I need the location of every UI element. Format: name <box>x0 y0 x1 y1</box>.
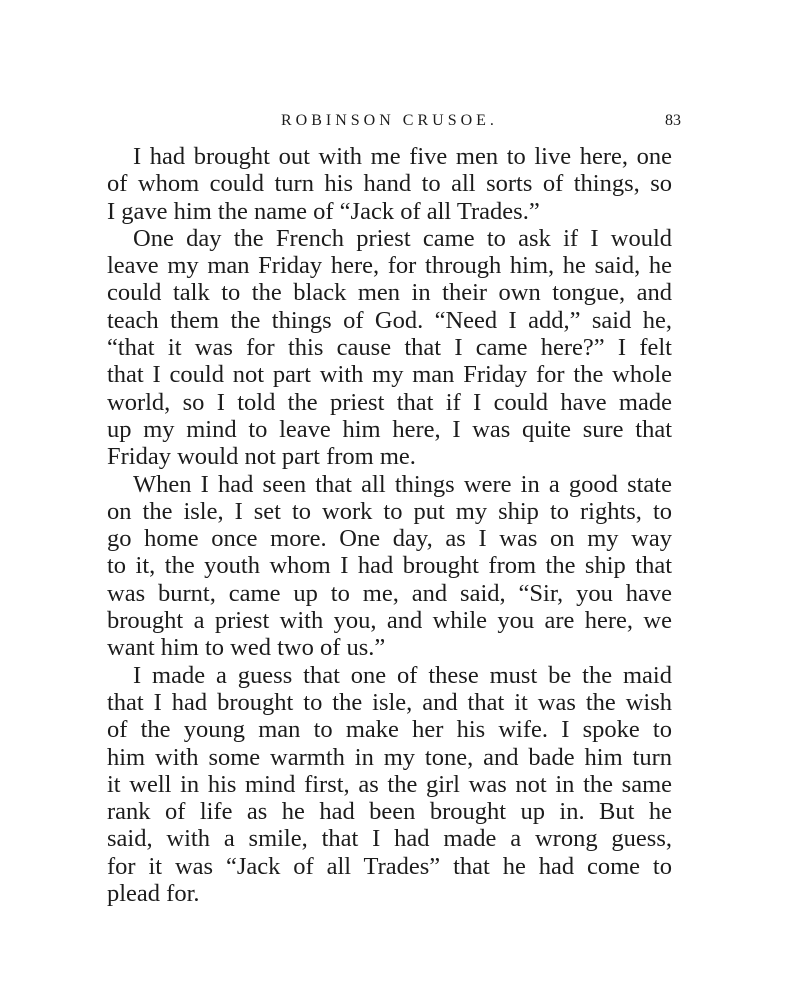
running-title: ROBINSON CRUSOE. <box>281 112 498 129</box>
text-line: it well in his mind first, as the girl was not in the same <box>107 770 672 798</box>
text-line: I made a guess that one of these must be the maid <box>133 661 672 689</box>
text-line: to it, the youth whom I had brought from the ship that <box>107 552 672 580</box>
text-line: could talk to the black men in their own tongue, and <box>107 279 672 307</box>
text-line: leave my man Friday here, for through him, he said, he <box>107 252 672 280</box>
text-line: world, so I told the priest that if I could have made <box>107 388 672 416</box>
text-line: on the isle, I set to work to put my ship to rights, to <box>107 497 672 525</box>
text-line: for it was “Jack of all Trades” that he had come to <box>107 852 672 880</box>
running-head <box>0 112 793 136</box>
text-line: want him to wed two of us.” <box>107 634 386 662</box>
text-line: of the young man to make her his wife. I spoke to <box>107 716 672 744</box>
text-line: I gave him the name of “Jack of all Trades.” <box>107 197 540 225</box>
text-line: plead for. <box>107 880 200 908</box>
text-line: that I had brought to the isle, and that it was the wish <box>107 688 672 716</box>
text-line: rank of life as he had been brought up in. But he <box>107 798 672 826</box>
text-line: said, with a smile, that I had made a wrong guess, <box>107 825 672 853</box>
text-line: One day the French priest came to ask if I would <box>133 224 672 252</box>
text-line: Friday would not part from me. <box>107 443 416 471</box>
text-line: “that it was for this cause that I came here?” I felt <box>107 334 672 362</box>
text-line: I had brought out with me five men to live here, one <box>133 143 672 170</box>
text-line: up my mind to leave him here, I was quite sure that <box>107 415 672 443</box>
text-line: that I could not part with my man Friday for the whole <box>107 361 672 389</box>
text-line: him with some warmth in my tone, and bade him turn <box>107 743 672 771</box>
text-line: was burnt, came up to me, and said, “Sir, you have <box>107 579 672 607</box>
text-line: of whom could turn his hand to all sorts of things, so <box>107 170 672 198</box>
text-line: brought a priest with you, and while you are here, we <box>107 607 672 635</box>
text-line: teach them the things of God. “Need I add,” said he, <box>107 306 672 334</box>
text-line: go home once more. One day, as I was on my way <box>107 525 672 553</box>
page-number: 83 <box>665 112 681 129</box>
body-text <box>107 143 672 907</box>
text-line: When I had seen that all things were in a good state <box>133 470 672 498</box>
